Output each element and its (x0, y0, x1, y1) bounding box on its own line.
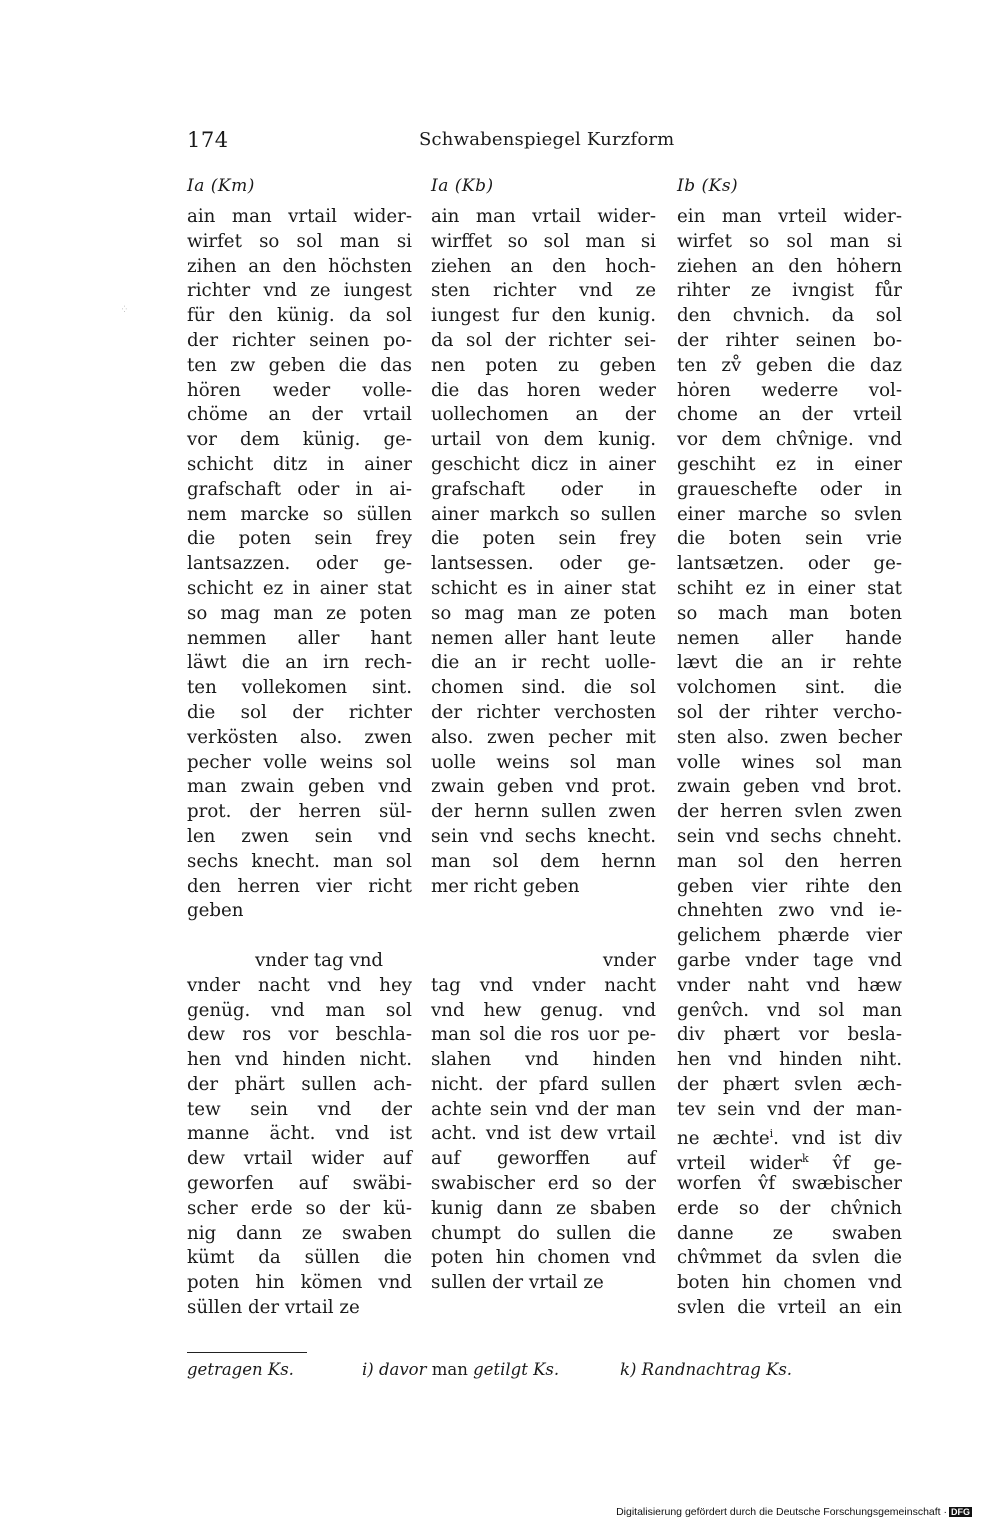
text-line: die sol der richter (187, 701, 412, 723)
text-line: geworfen auf swäbi- (187, 1173, 412, 1195)
text-line: ain man vrtail wider- (431, 206, 656, 227)
text-line: sol der rihter vercho- (677, 701, 902, 723)
text-line: schiht ez in einer stat (677, 577, 902, 599)
text-line: hen vnd hinden nicht. (187, 1049, 412, 1071)
text-line: volchomen sint. die (677, 677, 902, 699)
text-line: vnd hew genug. vnd (431, 999, 656, 1021)
text-line: gelichem phærde vier (677, 925, 902, 947)
text-line: der phært svlen æch- (677, 1073, 902, 1095)
text-line: danne ze swaben (677, 1222, 902, 1244)
text-line: geschicht dicz in ainer (431, 453, 656, 475)
text-line: nig dann ze swaben (187, 1222, 412, 1244)
running-head: Schwabenspiegel Kurzform (419, 129, 675, 150)
footnote-marker-i: i (769, 1127, 774, 1141)
text-line: ten vollekomen sint. (187, 677, 412, 699)
text-line: ten zv̊ geben die daz (677, 354, 902, 376)
text-line: scher erde so der kü- (187, 1197, 412, 1219)
text-line: schicht ditz in ainer (187, 453, 412, 475)
text-line: nemen aller hant leute (431, 627, 656, 649)
text-line: da sol der richter sei- (431, 329, 656, 351)
text-line: ainer markch so sullen (431, 503, 656, 525)
footnote-k: k) Randnachtrag Ks. (620, 1360, 793, 1379)
text-line: sten also. zwen becher (677, 726, 902, 748)
text-line: dew vrtail wider auf (187, 1148, 412, 1170)
text-line: nen poten zu geben (431, 354, 656, 376)
text-line: ein man vrteil wider- (677, 206, 902, 227)
text-line: dew ros vor beschla- (187, 1024, 412, 1046)
text-line: wirffet so sol man si (431, 230, 656, 252)
text-line: tag vnd vnder nacht (431, 974, 656, 996)
text-column-km (187, 205, 412, 1321)
text-line: die an ir recht uolle- (431, 652, 656, 674)
footnote-i-post: getilgt Ks. (467, 1360, 560, 1379)
footnote-rule (187, 1352, 307, 1353)
text-fragment: . vnd ist div (773, 1128, 902, 1150)
text-line: so mag man ze poten (431, 602, 656, 624)
text-line: chv̂mmet da svlen die (677, 1247, 902, 1269)
text-line: genv̂ch. vnd sol man (677, 999, 902, 1021)
text-line: chnehten zwo vnd ie- (677, 900, 902, 922)
text-line: nem marcke so süllen (187, 503, 412, 525)
text-line: lævt die an ir rehte (677, 652, 902, 674)
text-line: chomen sind. die sol (431, 677, 656, 699)
text-line: ten zw geben die das (187, 354, 412, 376)
text-fragment: v̂f ge- (808, 1153, 902, 1175)
text-line: poten hin chomen vnd (431, 1247, 656, 1269)
text-line: vnder tag vnd (255, 949, 384, 971)
text-line: der richter verchosten (431, 701, 656, 723)
text-line: geben vier rihte den (677, 875, 902, 897)
text-line: ziehen an den hoch- (431, 255, 656, 277)
text-line: einer marche so svlen (677, 503, 902, 525)
text-line: nemen aller hande (677, 627, 902, 649)
text-line: len zwen sein vnd (187, 825, 412, 847)
text-line: sechs knecht. man sol (187, 850, 412, 872)
text-line: wirfet so sol man si (187, 230, 412, 252)
text-line: hȯren wederre vol- (677, 379, 902, 401)
page-number: 174 (187, 128, 229, 152)
text-line: lantsætzen. oder ge- (677, 553, 902, 575)
text-line: manne ächt. vnd ist (187, 1123, 412, 1145)
text-line: richter vnd ze iungest (187, 280, 412, 302)
column-header-ks: Ib (Ks) (677, 176, 739, 196)
text-line: die boten sein vrie (677, 528, 902, 550)
text-line: der hernn sullen zwen (431, 801, 656, 823)
text-line: chöme an der vrtail (187, 404, 412, 426)
text-line: man sol die ros uor pe- (431, 1024, 656, 1046)
text-line: pecher volle weins sol (187, 751, 412, 773)
paragraph-gap (431, 924, 656, 949)
text-line: achte sein vnd der man (431, 1098, 656, 1120)
digitization-credit (616, 1506, 972, 1518)
text-line: der richter seinen po- (187, 329, 412, 351)
text-line: div phært vor besla- (677, 1024, 902, 1046)
text-line: mer richt geben (431, 875, 580, 897)
text-line: boten hin chomen vnd (677, 1272, 902, 1294)
text-line: schicht ez in ainer stat (187, 577, 412, 599)
text-line: svlen die vrteil an ein (677, 1297, 902, 1319)
text-line: schicht es in ainer stat (431, 577, 656, 599)
text-line: chumpt do sullen die (431, 1222, 656, 1244)
footnote-i-pre: i) davor (362, 1360, 432, 1379)
text-line: vnder nacht vnd hey (187, 974, 412, 996)
text-line: volle wines sol man (677, 751, 902, 773)
footnote-i-word: man (431, 1360, 468, 1379)
text-line: kunig dann ze sbaben (431, 1197, 656, 1219)
text-line: sein vnd sechs chneht. (677, 825, 902, 847)
text-line: uollechomen an der (431, 404, 656, 426)
text-line: süllen der vrtail ze (187, 1297, 360, 1319)
text-line: grafschaft oder in (431, 478, 656, 500)
text-line: hören weder volle- (187, 379, 412, 401)
text-line: der phärt sullen ach- (187, 1073, 412, 1095)
text-line: zwain geben vnd prot. (431, 776, 656, 798)
text-line: chome an der vrteil (677, 404, 902, 426)
text-line: erde so der chv̂nich (677, 1197, 902, 1219)
footnote-marker-k: k (802, 1152, 809, 1166)
text-line: sten richter vnd ze (431, 280, 656, 302)
text-line: den herren vier richt (187, 875, 412, 897)
text-line: so mach man boten (677, 602, 902, 624)
text-line: uolle weins sol man (431, 751, 656, 773)
text-line: also. zwen pecher mit (431, 726, 656, 748)
text-line: die poten sein frey (431, 528, 656, 550)
text-line: urtail von dem kunig. (431, 429, 656, 451)
text-line: nicht. der pfard sullen (431, 1073, 656, 1095)
text-line: tev sein vnd der man- (677, 1098, 902, 1120)
paragraph-gap (431, 899, 656, 924)
text-line: ziehen an den hȯhern (677, 255, 902, 277)
text-line: zwain geben vnd brot. (677, 776, 902, 798)
text-line: lantsessen. oder ge- (431, 553, 656, 575)
text-line: sullen der vrtail ze (431, 1272, 604, 1294)
text-line: swabischer erd so der (431, 1173, 656, 1195)
credit-text: Digitalisierung gefördert durch die Deutsche Forschungsgemeinschaft · (616, 1506, 947, 1518)
column-header-kb: Ia (Kb) (431, 176, 494, 196)
text-line: worfen v̂f swæbischer (677, 1173, 902, 1195)
text-line: geschiht ez in einer (677, 453, 902, 475)
text-line: prot. der herren sül- (187, 801, 412, 823)
text-line: wirfet so sol man si (677, 230, 902, 252)
text-line: geben (187, 900, 244, 922)
text-line: lantsazzen. oder ge- (187, 553, 412, 575)
text-line: grafschaft oder in ai- (187, 478, 412, 500)
dfg-logo: DFG (951, 1507, 970, 1517)
text-line: nemmen aller hant (187, 627, 412, 649)
text-line: graueschefte oder in (677, 478, 902, 500)
footnote-getragen: getragen Ks. (187, 1360, 294, 1379)
text-line: so mag man ze poten (187, 602, 412, 624)
text-line: ne æchte$^i$. vnd ist div (677, 1127, 902, 1150)
text-line: der rihter seinen bo- (677, 329, 902, 351)
text-line: für den künig. da sol (187, 305, 412, 327)
text-line: der herren svlen zwen (677, 801, 902, 823)
text-line: vnder naht vnd hæw (677, 974, 902, 996)
text-line: genüg. vnd man sol (187, 999, 412, 1021)
text-line: verkösten also. zwen (187, 726, 412, 748)
paragraph-gap (187, 924, 412, 949)
text-line: hen vnd hinden niht. (677, 1049, 902, 1071)
text-line: vor dem chv̂nige. vnd (677, 429, 902, 451)
text-line: vor dem künig. ge- (187, 429, 412, 451)
text-line: poten hin kömen vnd (187, 1272, 412, 1294)
text-line: auf geworffen auf (431, 1148, 656, 1170)
text-line: ain man vrtail wider- (187, 206, 412, 227)
text-line: man sol den herren (677, 850, 902, 872)
text-line: vnder (602, 949, 656, 971)
text-line: acht. vnd ist dew vrtail (431, 1123, 656, 1145)
text-line: man zwain geben vnd (187, 776, 412, 798)
text-line: vrteil wider$^k$ v̂f ge- (677, 1152, 902, 1175)
text-line: kümt da süllen die (187, 1247, 412, 1269)
text-line: slahen vnd hinden (431, 1049, 656, 1071)
text-line: zihen an den höchsten (187, 255, 412, 277)
footnote-i (362, 1360, 559, 1379)
column-header-km: Ia (Km) (187, 176, 255, 196)
text-line: garbe vnder tage vnd (677, 949, 902, 971)
text-line: sein vnd sechs knecht. (431, 825, 656, 847)
text-line: tew sein vnd der (187, 1098, 412, 1120)
text-column-kb (431, 205, 656, 1296)
text-line: iungest fur den kunig. (431, 305, 656, 327)
text-line: die poten sein frey (187, 528, 412, 550)
text-line: man sol dem hernn (431, 850, 656, 872)
scan-speck: ⁛ (122, 306, 127, 313)
text-line: rihter ze ivngist fůr (677, 280, 902, 302)
text-line: läwt die an irn rech- (187, 652, 412, 674)
text-line: den chvnich. da sol (677, 305, 902, 327)
text-line: die das horen weder (431, 379, 656, 401)
text-column-ks (677, 205, 902, 1321)
